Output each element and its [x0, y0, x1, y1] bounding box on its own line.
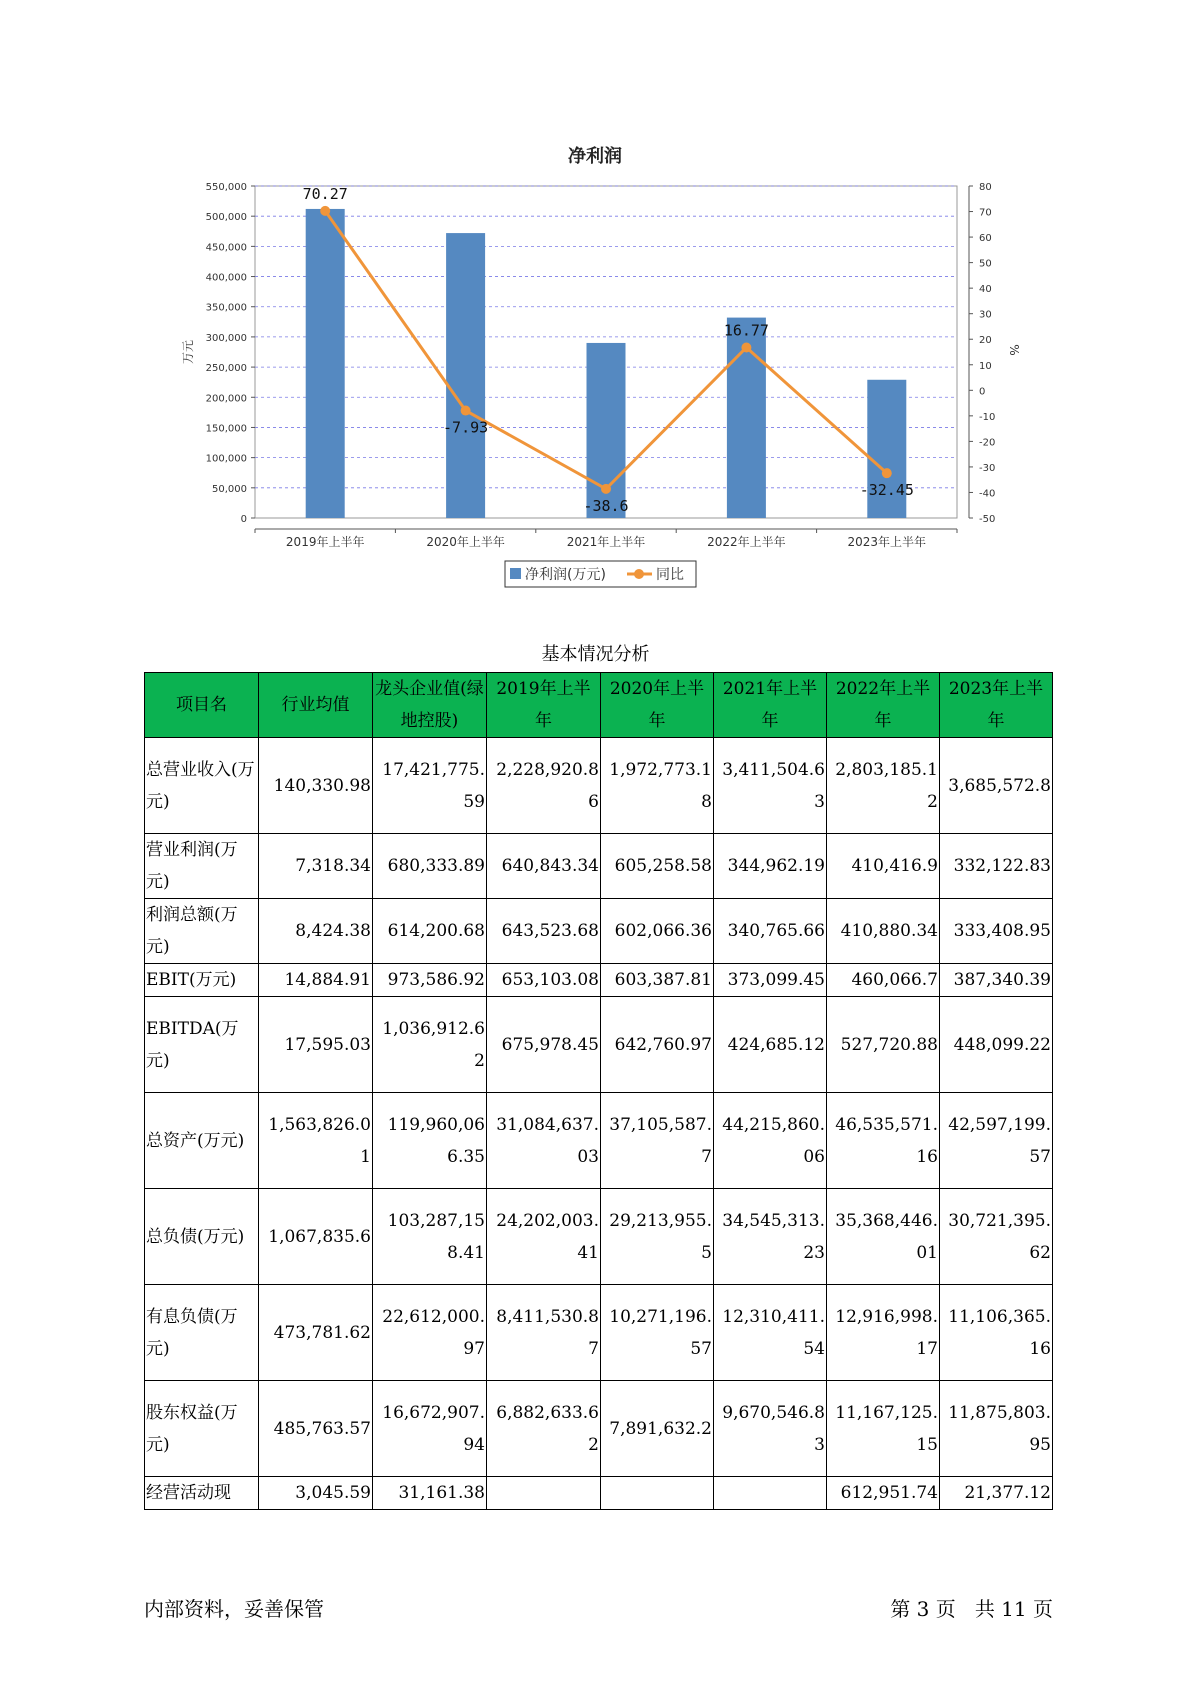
- point-yoy: [461, 406, 471, 416]
- net-profit-chart: [0, 0, 1191, 600]
- y-tick-label: 350,000: [205, 302, 247, 314]
- y-tick-label: 300,000: [205, 332, 247, 344]
- value-cell: 3,685,572.8: [940, 738, 1053, 834]
- chart-canvas: [0, 0, 1191, 600]
- y2-tick-label: 70: [979, 207, 992, 219]
- table-row: [145, 1189, 1053, 1285]
- value-cell: 473,781.62: [259, 1285, 373, 1381]
- value-cell: 485,763.57: [259, 1381, 373, 1477]
- value-cell: 6,882,633.62: [487, 1381, 601, 1477]
- table-caption: 基本情况分析: [541, 644, 650, 665]
- x-tick-label: 2022年上半年: [707, 535, 786, 549]
- table-row: [145, 899, 1053, 964]
- value-cell: 373,099.45: [714, 964, 827, 997]
- y2-tick-label: 30: [979, 309, 992, 321]
- y-tick-label: 450,000: [205, 242, 247, 254]
- value-cell: 34,545,313.23: [714, 1189, 827, 1285]
- table-row: [145, 834, 1053, 899]
- value-cell: 31,161.38: [373, 1477, 487, 1510]
- header-cell: 项目名: [145, 673, 259, 738]
- legend-label-yoy: 同比: [656, 567, 684, 583]
- value-cell: 333,408.95: [940, 899, 1053, 964]
- value-cell: 8,411,530.87: [487, 1285, 601, 1381]
- basic-analysis-table: [144, 672, 1053, 1510]
- value-cell: 344,962.19: [714, 834, 827, 899]
- header-cell: 2019年上半年: [487, 673, 601, 738]
- table-row: [145, 1093, 1053, 1189]
- value-cell: 17,421,775.59: [373, 738, 487, 834]
- header-cell: 2022年上半年: [827, 673, 940, 738]
- value-cell: 1,563,826.01: [259, 1093, 373, 1189]
- legend-marker-yoy: [634, 569, 644, 579]
- row-label-cell: 经营活动现: [145, 1477, 259, 1510]
- table-row: [145, 1285, 1053, 1381]
- y2-tick-label: 60: [979, 233, 992, 245]
- value-cell: 21,377.12: [940, 1477, 1053, 1510]
- value-cell: 460,066.7: [827, 964, 940, 997]
- table-row: [145, 738, 1053, 834]
- value-cell: 3,045.59: [259, 1477, 373, 1510]
- value-cell: [487, 1477, 601, 1510]
- value-cell: 9,670,546.83: [714, 1381, 827, 1477]
- value-cell: 7,891,632.2: [601, 1381, 714, 1477]
- value-cell: 22,612,000.97: [373, 1285, 487, 1381]
- row-label-cell: 总负债(万元): [145, 1189, 259, 1285]
- value-cell: 387,340.39: [940, 964, 1053, 997]
- value-cell: 11,167,125.15: [827, 1381, 940, 1477]
- table-row: [145, 1381, 1053, 1477]
- value-cell: 37,105,587.7: [601, 1093, 714, 1189]
- point-yoy: [882, 468, 892, 478]
- value-cell: 11,875,803.95: [940, 1381, 1053, 1477]
- header-cell: 2023年上半年: [940, 673, 1053, 738]
- value-cell: 16,672,907.94: [373, 1381, 487, 1477]
- value-cell: 605,258.58: [601, 834, 714, 899]
- value-cell: 640,843.34: [487, 834, 601, 899]
- value-cell: 17,595.03: [259, 997, 373, 1093]
- y2-tick-label: -50: [979, 514, 996, 525]
- x-tick-label: 2019年上半年: [285, 535, 365, 549]
- y-tick-label: 550,000: [205, 182, 247, 193]
- data-label: -7.93: [443, 418, 489, 437]
- row-label-cell: 总营业收入(万元): [145, 738, 259, 834]
- value-cell: 602,066.36: [601, 899, 714, 964]
- value-cell: 410,880.34: [827, 899, 940, 964]
- value-cell: 603,387.81: [601, 964, 714, 997]
- y2-tick-label: -40: [979, 488, 996, 500]
- value-cell: 29,213,955.5: [601, 1189, 714, 1285]
- value-cell: 12,310,411.54: [714, 1285, 827, 1381]
- y-tick-label: 200,000: [205, 393, 247, 405]
- value-cell: 3,411,504.63: [714, 738, 827, 834]
- row-label-cell: 利润总额(万元): [145, 899, 259, 964]
- value-cell: 653,103.08: [487, 964, 601, 997]
- value-cell: 30,721,395.62: [940, 1189, 1053, 1285]
- row-label-cell: 营业利润(万元): [145, 834, 259, 899]
- value-cell: 614,200.68: [373, 899, 487, 964]
- data-label: -38.6: [583, 496, 629, 515]
- table-row: [145, 997, 1053, 1093]
- value-cell: 332,122.83: [940, 834, 1053, 899]
- y2-tick-label: 0: [979, 386, 986, 398]
- y2-tick-label: 50: [979, 258, 992, 270]
- legend-label-net-profit: 净利润(万元): [525, 567, 606, 583]
- header-cell: 2020年上半年: [601, 673, 714, 738]
- value-cell: 675,978.45: [487, 997, 601, 1093]
- value-cell: 643,523.68: [487, 899, 601, 964]
- header-cell: 龙头企业值(绿地控股): [373, 673, 487, 738]
- row-label-cell: 股东权益(万元): [145, 1381, 259, 1477]
- value-cell: 7,318.34: [259, 834, 373, 899]
- table-header-row: [145, 673, 1053, 738]
- header-cell: 行业均值: [259, 673, 373, 738]
- value-cell: 340,765.66: [714, 899, 827, 964]
- value-cell: 42,597,199.57: [940, 1093, 1053, 1189]
- value-cell: 10,271,196.57: [601, 1285, 714, 1381]
- value-cell: 1,036,912.62: [373, 997, 487, 1093]
- footer-confidential: 内部资料，妥善保管: [144, 1597, 324, 1621]
- y2-tick-label: 20: [979, 335, 992, 347]
- y2-axis-title: %: [1007, 344, 1021, 356]
- value-cell: 680,333.89: [373, 834, 487, 899]
- x-tick-label: 2021年上半年: [566, 535, 646, 549]
- y-tick-label: 100,000: [205, 453, 247, 465]
- value-cell: 46,535,571.16: [827, 1093, 940, 1189]
- table-row: [145, 964, 1053, 997]
- y-tick-label: 0: [240, 514, 247, 525]
- value-cell: 24,202,003.41: [487, 1189, 601, 1285]
- value-cell: 119,960,066.35: [373, 1093, 487, 1189]
- value-cell: 35,368,446.01: [827, 1189, 940, 1285]
- row-label-cell: EBITDA(万元): [145, 997, 259, 1093]
- footer-page-number: 第 3 页 共 11 页: [890, 1597, 1053, 1621]
- y-tick-label: 150,000: [205, 423, 247, 435]
- y2-tick-label: 40: [979, 284, 992, 296]
- header-cell: 2021年上半年: [714, 673, 827, 738]
- value-cell: 11,106,365.16: [940, 1285, 1053, 1381]
- value-cell: [601, 1477, 714, 1510]
- value-cell: 31,084,637.03: [487, 1093, 601, 1189]
- value-cell: 103,287,158.41: [373, 1189, 487, 1285]
- point-yoy: [741, 342, 751, 352]
- value-cell: 973,586.92: [373, 964, 487, 997]
- point-yoy: [320, 206, 330, 216]
- value-cell: 44,215,860.06: [714, 1093, 827, 1189]
- y-tick-label: 250,000: [205, 363, 247, 375]
- y2-tick-label: 80: [979, 182, 992, 193]
- y-tick-label: 500,000: [205, 212, 247, 224]
- value-cell: 424,685.12: [714, 997, 827, 1093]
- value-cell: 2,803,185.12: [827, 738, 940, 834]
- legend-swatch-net-profit: [510, 568, 521, 579]
- bar-net-profit: [446, 233, 485, 518]
- y2-tick-label: -20: [979, 437, 996, 449]
- point-yoy: [601, 484, 611, 494]
- row-label-cell: 有息负债(万元): [145, 1285, 259, 1381]
- value-cell: 12,916,998.17: [827, 1285, 940, 1381]
- y2-tick-label: 10: [979, 360, 992, 372]
- value-cell: 612,951.74: [827, 1477, 940, 1510]
- table-row: [145, 1477, 1053, 1510]
- value-cell: 642,760.97: [601, 997, 714, 1093]
- y-tick-label: 50,000: [212, 483, 247, 495]
- value-cell: 14,884.91: [259, 964, 373, 997]
- value-cell: 410,416.9: [827, 834, 940, 899]
- bar-net-profit: [306, 209, 345, 518]
- chart-title: 净利润: [568, 146, 622, 167]
- y2-tick-label: -30: [979, 462, 996, 474]
- y-axis-title: 万元: [181, 339, 195, 365]
- data-label: 16.77: [723, 321, 769, 340]
- data-label: -32.45: [859, 481, 914, 500]
- x-tick-label: 2020年上半年: [426, 535, 505, 549]
- data-label: 70.27: [302, 184, 348, 203]
- value-cell: 8,424.38: [259, 899, 373, 964]
- y-tick-label: 400,000: [205, 272, 247, 284]
- value-cell: 448,099.22: [940, 997, 1053, 1093]
- y2-tick-label: -10: [979, 411, 996, 423]
- value-cell: 1,972,773.18: [601, 738, 714, 834]
- x-tick-label: 2023年上半年: [847, 535, 927, 549]
- value-cell: 1,067,835.6: [259, 1189, 373, 1285]
- value-cell: 527,720.88: [827, 997, 940, 1093]
- value-cell: [714, 1477, 827, 1510]
- value-cell: 2,228,920.86: [487, 738, 601, 834]
- value-cell: 140,330.98: [259, 738, 373, 834]
- row-label-cell: 总资产(万元): [145, 1093, 259, 1189]
- row-label-cell: EBIT(万元): [145, 964, 259, 997]
